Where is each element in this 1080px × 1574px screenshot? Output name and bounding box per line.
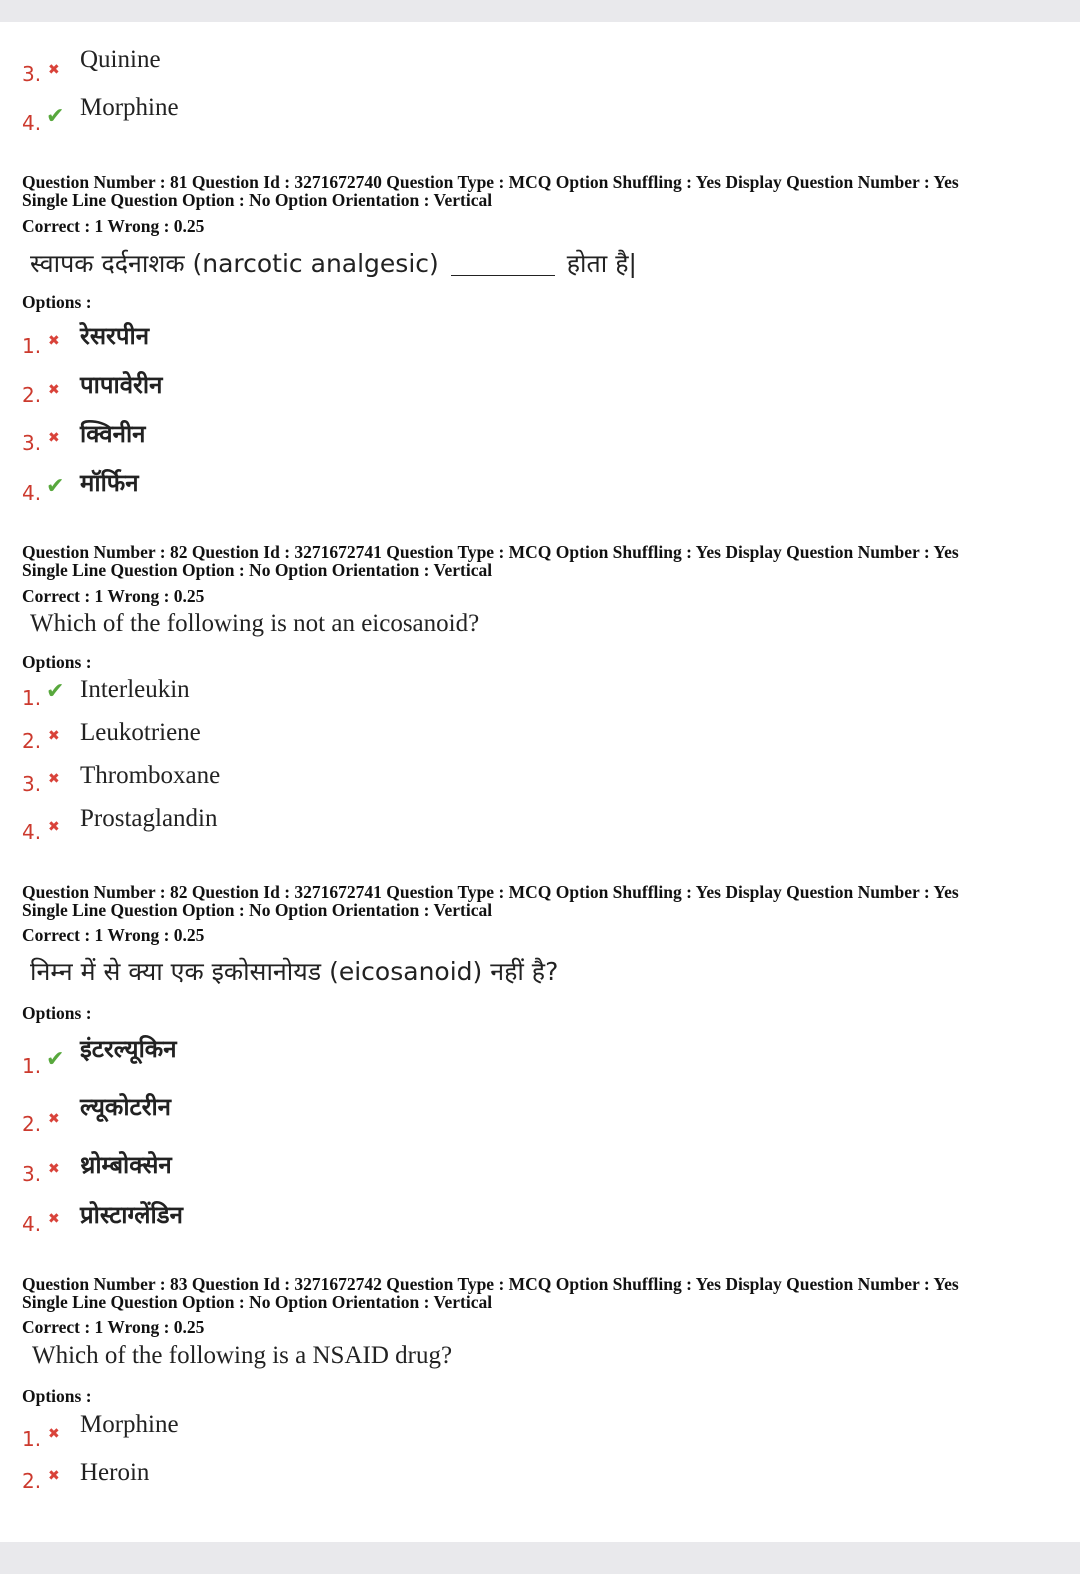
cross-icon: ✖	[48, 1468, 60, 1484]
option-text: मॉर्फिन	[80, 469, 139, 497]
option-text: पापावेरीन	[80, 371, 163, 399]
cross-icon: ✖	[48, 819, 60, 835]
options-label: Options :	[22, 292, 92, 312]
question-meta-2: Single Line Question Option : No Option Orientation : Vertical	[22, 1292, 493, 1312]
option-number: 2.	[22, 729, 42, 753]
option-text: ल्यूकोटरीन	[80, 1093, 171, 1121]
check-icon: ✔	[46, 1047, 65, 1072]
option-number: 1.	[22, 686, 42, 710]
option-text: Prostaglandin	[80, 805, 218, 832]
option-number: 4.	[22, 111, 42, 135]
question-meta: Question Number : 83 Question Id : 3271672742 Question Type : MCQ Option Shuffling : Yes Display Question Number : Yes	[22, 1274, 959, 1294]
option-text: प्रोस्टाग्लेंडिन	[80, 1201, 183, 1229]
option-text: Leukotriene	[80, 719, 201, 746]
marks-info: Correct : 1 Wrong : 0.25	[22, 925, 205, 945]
question-text: Which of the following is not an eicosanoid?	[30, 610, 480, 637]
cross-icon: ✖	[48, 771, 60, 787]
option-number: 1.	[22, 334, 42, 358]
option-number: 4.	[22, 820, 42, 844]
cross-icon: ✖	[48, 728, 60, 744]
question-meta: Question Number : 82 Question Id : 3271672741 Question Type : MCQ Option Shuffling : Yes Display Question Number : Yes	[22, 882, 959, 902]
option-text: Thromboxane	[80, 762, 221, 789]
check-icon: ✔	[46, 104, 65, 129]
check-icon: ✔	[46, 679, 65, 704]
option-number: 3.	[22, 431, 42, 455]
option-number: 3.	[22, 62, 42, 86]
option-text: Morphine	[80, 94, 179, 121]
option-text: Interleukin	[80, 676, 190, 703]
question-meta: Question Number : 82 Question Id : 3271672741 Question Type : MCQ Option Shuffling : Yes Display Question Number : Yes	[22, 542, 959, 562]
option-number: 1.	[22, 1427, 42, 1451]
options-label: Options :	[22, 1386, 92, 1406]
option-text: Quinine	[80, 46, 161, 73]
cross-icon: ✖	[48, 1161, 60, 1177]
option-number: 3.	[22, 1162, 42, 1186]
question-meta-2: Single Line Question Option : No Option Orientation : Vertical	[22, 190, 493, 210]
exam-page	[0, 22, 1080, 1542]
cross-icon: ✖	[48, 430, 60, 446]
option-number: 1.	[22, 1054, 42, 1078]
question-meta-2: Single Line Question Option : No Option Orientation : Vertical	[22, 560, 493, 580]
cross-icon: ✖	[48, 333, 60, 349]
option-text: रेसरपीन	[80, 322, 150, 350]
cross-icon: ✖	[48, 62, 60, 78]
option-number: 2.	[22, 1469, 42, 1493]
option-number: 3.	[22, 772, 42, 796]
marks-info: Correct : 1 Wrong : 0.25	[22, 586, 205, 606]
option-text: Morphine	[80, 1411, 179, 1438]
marks-info: Correct : 1 Wrong : 0.25	[22, 216, 205, 236]
option-text: Heroin	[80, 1459, 150, 1486]
cross-icon: ✖	[48, 382, 60, 398]
options-label: Options :	[22, 1003, 92, 1023]
option-number: 2.	[22, 1112, 42, 1136]
option-number: 4.	[22, 1212, 42, 1236]
cross-icon: ✖	[48, 1426, 60, 1442]
option-text: थ्रोम्बोक्सेन	[80, 1151, 172, 1179]
question-meta-2: Single Line Question Option : No Option Orientation : Vertical	[22, 900, 493, 920]
option-text: इंटरल्यूकिन	[80, 1035, 177, 1063]
marks-info: Correct : 1 Wrong : 0.25	[22, 1317, 205, 1337]
question-text: Which of the following is a NSAID drug?	[32, 1342, 453, 1369]
check-icon: ✔	[46, 474, 65, 499]
question-text: निम्न में से क्या एक इकोसानोयड (eicosanoid) नहीं है?	[30, 957, 559, 986]
cross-icon: ✖	[48, 1111, 60, 1127]
option-text: क्विनीन	[80, 420, 146, 448]
option-number: 4.	[22, 481, 42, 505]
cross-icon: ✖	[48, 1211, 60, 1227]
question-text: स्वापक दर्दनाशक (narcotic analgesic) होता है|	[30, 249, 637, 278]
option-number: 2.	[22, 383, 42, 407]
question-meta: Question Number : 81 Question Id : 3271672740 Question Type : MCQ Option Shuffling : Yes Display Question Number : Yes	[22, 172, 959, 192]
options-label: Options :	[22, 652, 92, 672]
answer-blank	[451, 275, 555, 276]
